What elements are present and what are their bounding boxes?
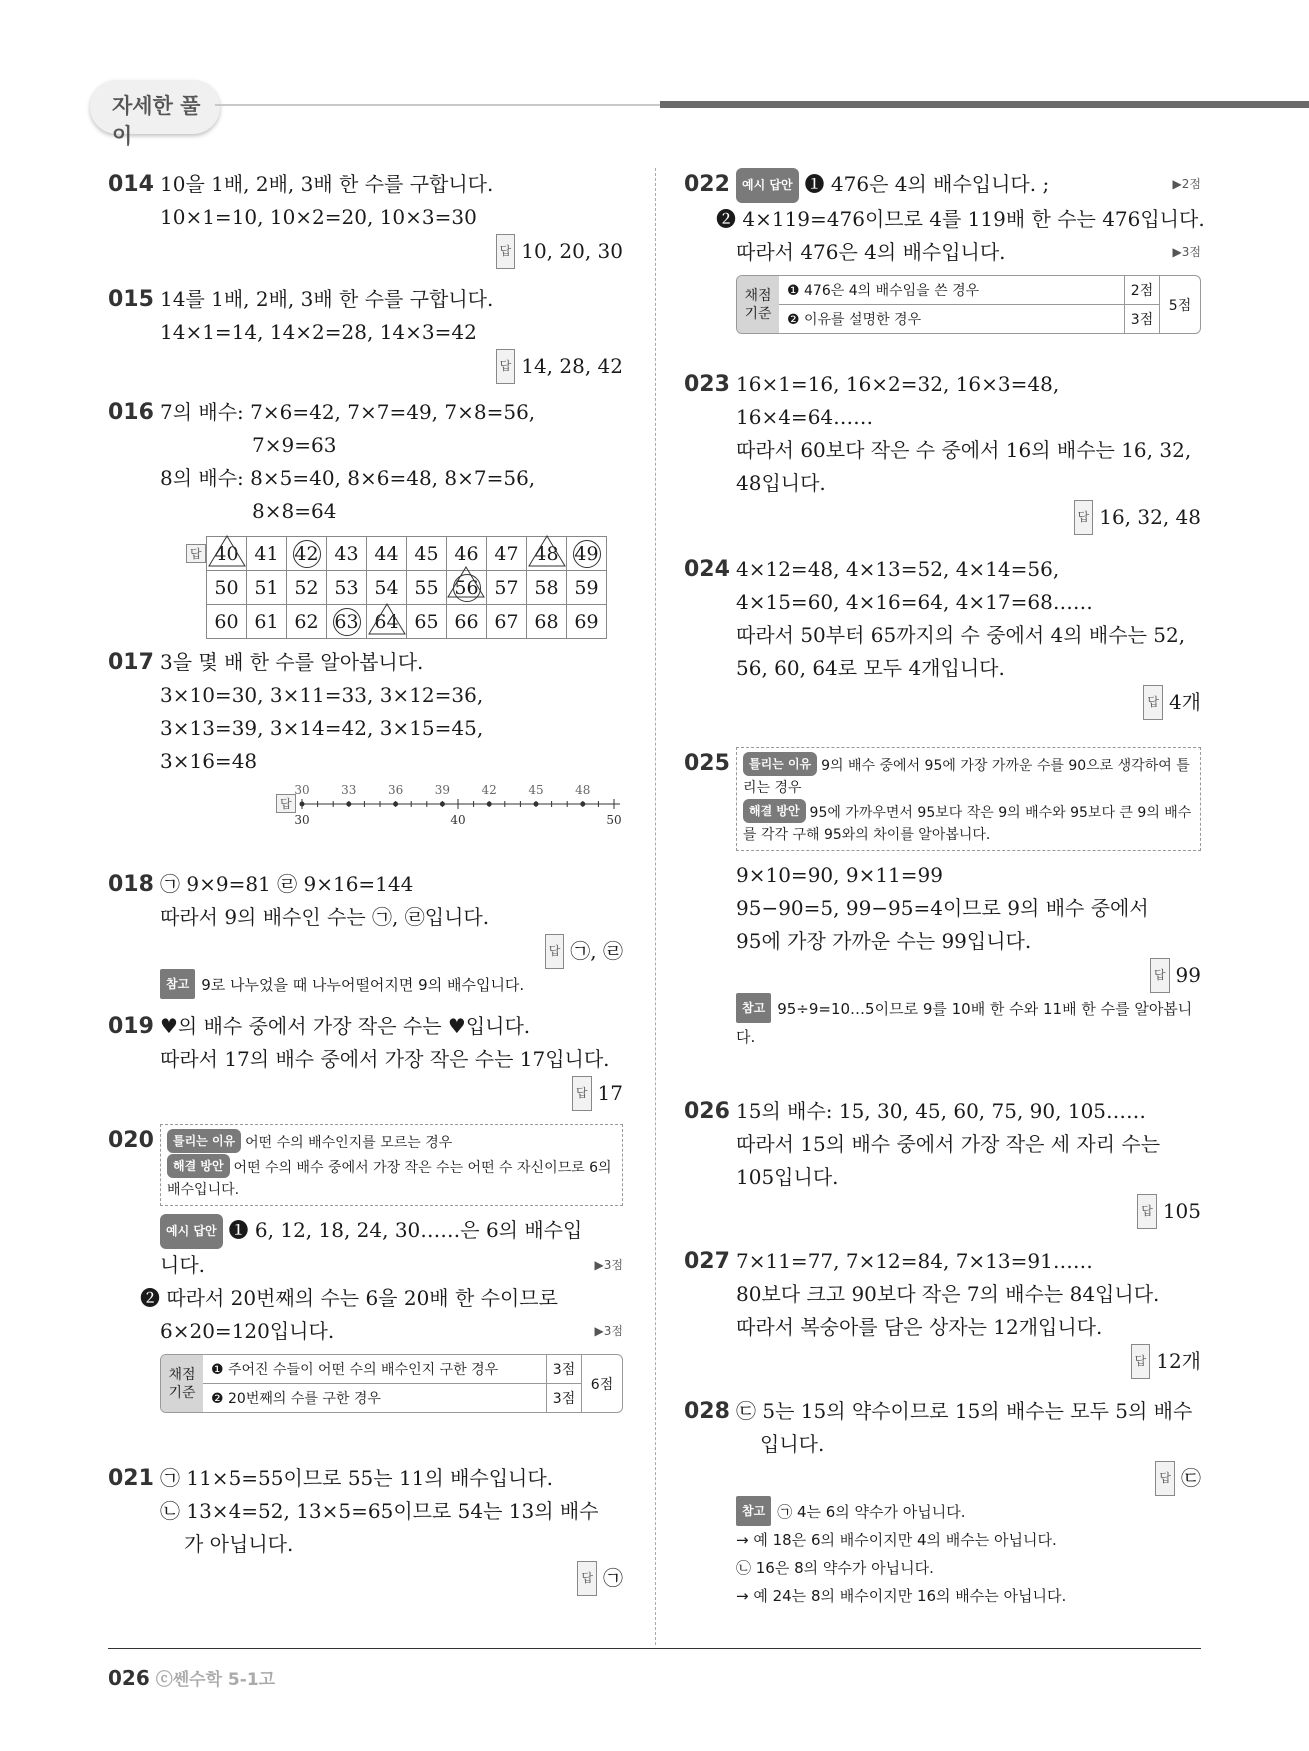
- cell: 65: [407, 605, 447, 639]
- mistake-box: [160, 1124, 623, 1206]
- top-label: 45: [528, 783, 544, 797]
- text-line: 9×10=90, 9×11=99: [736, 863, 943, 887]
- text-line: 7의 배수: 7×6=42, 7×7=49, 7×8=56,: [160, 400, 536, 424]
- problem-number: 015: [108, 287, 154, 312]
- multiple-point: [393, 802, 398, 807]
- text-line: 예시 답안 ❶ 476은 4의 배수입니다. ; ▶2점: [736, 168, 1201, 203]
- points: ▶3점: [594, 1258, 623, 1272]
- answer-value: 4개: [1168, 690, 1201, 714]
- answer-label: 답: [1150, 958, 1170, 993]
- problem-020: [108, 1124, 623, 1462]
- text-line: 따라서 9의 배수인 수는 ㉠, ㉣입니다.: [160, 905, 490, 929]
- problem-024: [684, 553, 1201, 743]
- criteria-row: ❶ 주어진 수들이 어떤 수의 배수인지 구한 경우 3점: [203, 1355, 581, 1384]
- top-label: 30: [294, 783, 310, 797]
- text-line: 16×4=64……: [736, 405, 874, 429]
- text-line: 7×9=63: [252, 433, 337, 457]
- text-line: 95에 가장 가까운 수는 99입니다.: [736, 929, 1032, 953]
- multiple-point: [440, 802, 445, 807]
- cell-circle: 42: [287, 537, 327, 571]
- text-line: 예시 답안 ❶ 6, 12, 18, 24, 30……은 6의 배수입: [160, 1214, 623, 1249]
- cell-triangle: 48: [527, 537, 567, 571]
- problem-number: 020: [108, 1128, 154, 1153]
- text-line: 80보다 크고 90보다 작은 7의 배수는 84입니다.: [736, 1282, 1160, 1306]
- text-line: 따라서 15의 배수 중에서 가장 작은 세 자리 수는: [736, 1132, 1161, 1156]
- wrong-reason-text: 어떤 수의 배수인지를 모르는 경우: [245, 1135, 453, 1151]
- answer-label: 답: [1137, 1194, 1157, 1229]
- left-column: [108, 168, 623, 1602]
- cell-circle: 63: [327, 605, 367, 639]
- answer-label: 답: [496, 349, 516, 384]
- text-line: 15의 배수: 15, 30, 45, 60, 75, 90, 105……: [736, 1099, 1147, 1123]
- multiples-grid-area: [160, 536, 623, 639]
- cell: 44: [367, 537, 407, 571]
- text-line: 105입니다.: [736, 1165, 839, 1189]
- wrong-reason-tag: 틀리는 이유: [167, 1129, 241, 1153]
- answer-label: 답: [572, 1076, 592, 1111]
- bottom-label: 30: [294, 813, 310, 827]
- text-line: 3×13=39, 3×14=42, 3×15=45,: [160, 716, 484, 740]
- example-answer-tag: 예시 답안: [160, 1214, 223, 1249]
- points: ▶3점: [1172, 245, 1201, 259]
- text-line: ㉠ 11×5=55이므로 55는 11의 배수입니다.: [160, 1466, 554, 1490]
- criteria-row: ❷ 20번째의 수를 구한 경우 3점: [203, 1384, 581, 1412]
- right-column: [684, 168, 1205, 1625]
- cell: 43: [327, 537, 367, 571]
- note-tag: 참고: [736, 1496, 771, 1526]
- text-line: 8×8=64: [252, 499, 337, 523]
- problem-025: [684, 747, 1201, 1095]
- cell: 58: [527, 571, 567, 605]
- text-line: 3×16=48: [160, 749, 258, 773]
- problem-015: [108, 283, 623, 390]
- cell: 53: [327, 571, 367, 605]
- bottom-label: 50: [606, 813, 622, 827]
- text-line: 8의 배수: 8×5=40, 8×6=48, 8×7=56,: [160, 466, 536, 490]
- answer-value: 17: [597, 1081, 623, 1105]
- total-points: 6점: [581, 1355, 622, 1412]
- top-label: 33: [341, 783, 357, 797]
- problem-number: 027: [684, 1249, 730, 1274]
- cell: 41: [247, 537, 287, 571]
- problem-number: 023: [684, 372, 730, 397]
- problem-number: 019: [108, 1014, 154, 1039]
- text-line: 3×10=30, 3×11=33, 3×12=36,: [160, 683, 484, 707]
- answer-value: 12개: [1156, 1349, 1201, 1373]
- answer-label: 답: [1155, 1461, 1175, 1496]
- mistake-box: [736, 747, 1201, 851]
- problem-018: [108, 868, 623, 1008]
- text-line: 95−90=5, 99−95=4이므로 9의 배수 중에서: [736, 896, 1149, 920]
- answer-value: 10, 20, 30: [521, 239, 623, 263]
- cell: 62: [287, 605, 327, 639]
- answer: [736, 1461, 1201, 1496]
- text-line: 따라서 60보다 작은 수 중에서 16의 배수는 16, 32,: [736, 438, 1192, 462]
- note: [736, 1496, 1201, 1526]
- cell: 52: [287, 571, 327, 605]
- text-line: 10을 1배, 2배, 3배 한 수를 구합니다.: [160, 172, 494, 196]
- footer-line: [108, 1648, 1201, 1649]
- text-line: 따라서 476은 4의 배수입니다. ▶3점: [736, 236, 1201, 269]
- problem-022: [684, 168, 1205, 368]
- cell: 51: [247, 571, 287, 605]
- cell: 68: [527, 605, 567, 639]
- problem-number: 017: [108, 650, 154, 675]
- scoring-criteria: [736, 275, 1201, 334]
- text-line: 입니다.: [760, 1432, 825, 1456]
- solution-tag: 해결 방안: [743, 799, 806, 823]
- solution-text: 95에 가까우면서 95보다 작은 9의 배수와 95보다 큰 9의 배수를 각각 구해 95와의 차이를 알아봅니다.: [743, 805, 1192, 843]
- multiple-point: [487, 802, 492, 807]
- note-text: ㉡ 16은 8의 약수가 아닙니다.: [736, 1559, 934, 1577]
- points: ▶2점: [1172, 177, 1201, 191]
- column-divider: [655, 168, 656, 1645]
- answer: [160, 234, 623, 269]
- number-line: [294, 782, 624, 830]
- number-line-area: [160, 782, 623, 830]
- criteria-row: ❶ 476은 4의 배수임을 쓴 경우 2점: [779, 276, 1159, 305]
- cell: 60: [207, 605, 247, 639]
- cell: 46: [447, 537, 487, 571]
- text-line: 56, 60, 64로 모두 4개입니다.: [736, 656, 1005, 680]
- multiple-point: [534, 802, 539, 807]
- note: [736, 993, 1201, 1051]
- note-text: 9로 나누었을 때 나누어떨어지면 9의 배수입니다.: [201, 976, 525, 994]
- answer-label: 답: [577, 1561, 597, 1596]
- text-line: ♥의 배수 중에서 가장 작은 수는 ♥입니다.: [160, 1014, 531, 1038]
- text-line: ❷ 따라서 20번째의 수는 6을 20배 한 수이므로: [140, 1286, 558, 1310]
- cell: 57: [487, 571, 527, 605]
- answer: [160, 934, 623, 969]
- cell: 55: [407, 571, 447, 605]
- text-line: 3을 몇 배 한 수를 알아봅니다.: [160, 650, 424, 674]
- answer-label: 답: [1131, 1344, 1151, 1379]
- cell-triangle: 64: [367, 605, 407, 639]
- note-text: → 예 18은 6의 배수이지만 4의 배수는 아닙니다.: [736, 1531, 1057, 1549]
- problem-027: [684, 1245, 1201, 1395]
- answer-value: ㉠, ㉣: [570, 939, 623, 963]
- answer-label: 답: [276, 794, 296, 813]
- problem-number: 014: [108, 172, 154, 197]
- cell: 54: [367, 571, 407, 605]
- cell-circle: 49: [567, 537, 607, 571]
- book-brand: ⓒ쎈수학 5-1고: [155, 1670, 276, 1690]
- text-line: 따라서 17의 배수 중에서 가장 작은 수는 17입니다.: [160, 1047, 610, 1071]
- text-line: 10×1=10, 10×2=20, 10×3=30: [160, 205, 477, 229]
- cell: 66: [447, 605, 487, 639]
- text-line: 니다. ▶3점: [160, 1249, 623, 1282]
- text-line: 따라서 50부터 65까지의 수 중에서 4의 배수는 52,: [736, 623, 1186, 647]
- text-line: 14×1=14, 14×2=28, 14×3=42: [160, 320, 477, 344]
- triangle-mark: [527, 534, 567, 568]
- cell: 67: [487, 605, 527, 639]
- answer: [736, 958, 1201, 993]
- text-line: 가 아닙니다.: [184, 1532, 294, 1556]
- multiple-point: [346, 802, 351, 807]
- cell: 61: [247, 605, 287, 639]
- note-text: ㉠ 4는 6의 약수가 아닙니다.: [777, 1503, 966, 1521]
- text-line: 4×12=48, 4×13=52, 4×14=56,: [736, 557, 1060, 581]
- cell: 50: [207, 571, 247, 605]
- answer-value: ㉢: [1181, 1466, 1201, 1490]
- multiple-point: [580, 802, 585, 807]
- text-line: ㉢ 5는 15의 약수이므로 15의 배수는 모두 5의 배수: [736, 1399, 1193, 1423]
- problem-number: 025: [684, 751, 730, 776]
- problem-016: [108, 396, 623, 632]
- cell: 45: [407, 537, 447, 571]
- text-line: 7×11=77, 7×12=84, 7×13=91……: [736, 1249, 1093, 1273]
- problem-023: [684, 368, 1201, 553]
- multiples-grid: [206, 536, 607, 639]
- problem-019: [108, 1010, 623, 1120]
- answer: [736, 500, 1201, 535]
- top-label: 36: [387, 783, 404, 797]
- wrong-reason-tag: 틀리는 이유: [743, 752, 817, 776]
- top-label: 42: [481, 783, 497, 797]
- header-line-right: [660, 101, 1309, 108]
- triangle-mark: [446, 565, 486, 599]
- answer: [736, 685, 1201, 720]
- example-answer-tag: 예시 답안: [736, 168, 799, 203]
- text-line: 16×1=16, 16×2=32, 16×3=48,: [736, 372, 1060, 396]
- problem-number: 022: [684, 172, 730, 197]
- answer-value: ㉠: [603, 1566, 623, 1590]
- answer: [736, 1344, 1201, 1379]
- bottom-label: 40: [450, 813, 466, 827]
- problem-number: 024: [684, 557, 730, 582]
- note: [160, 969, 623, 999]
- cell: 59: [567, 571, 607, 605]
- criteria-row: ❷ 이유를 설명한 경우 3점: [779, 305, 1159, 333]
- header-line-left: [215, 104, 660, 106]
- solution-text: 어떤 수의 배수 중에서 가장 작은 수는 어떤 수 자신이므로 6의 배수입니다.: [167, 1160, 612, 1198]
- text-line: 14를 1배, 2배, 3배 한 수를 구합니다.: [160, 287, 494, 311]
- note-text: → 예 24는 8의 배수이지만 16의 배수는 아닙니다.: [736, 1587, 1067, 1605]
- answer: [736, 1194, 1201, 1229]
- answer-label: 답: [186, 544, 206, 563]
- text-line: 6×20=120입니다. ▶3점: [160, 1315, 623, 1348]
- answer-value: 14, 28, 42: [521, 354, 623, 378]
- note-tag: 참고: [736, 993, 771, 1023]
- top-label: 39: [434, 783, 451, 797]
- multiple-point: [300, 802, 305, 807]
- solution-tag: 해결 방안: [167, 1154, 230, 1178]
- scoring-head: 채점 기준: [737, 276, 779, 333]
- cell: 69: [567, 605, 607, 639]
- problem-number: 018: [108, 872, 154, 897]
- answer: [160, 1561, 623, 1596]
- answer: [160, 1076, 623, 1111]
- problem-026: [684, 1095, 1201, 1245]
- total-points: 5점: [1159, 276, 1200, 333]
- triangle-mark: [207, 534, 247, 568]
- section-header-badge: [90, 80, 220, 148]
- problem-021: [108, 1462, 623, 1602]
- cell-triangle: 40: [207, 537, 247, 571]
- note-tag: 참고: [160, 969, 195, 999]
- problem-number: 021: [108, 1466, 154, 1491]
- text-line: 따라서 복숭아를 담은 상자는 12개입니다.: [736, 1315, 1103, 1339]
- top-label: 48: [575, 783, 591, 797]
- triangle-mark: [367, 602, 407, 636]
- problem-028: [684, 1395, 1201, 1625]
- problem-number: 016: [108, 400, 154, 425]
- answer-label: 답: [545, 934, 565, 969]
- answer-value: 99: [1175, 963, 1201, 987]
- answer-value: 105: [1162, 1199, 1201, 1223]
- answer-label: 답: [496, 234, 516, 269]
- answer-label: 답: [1074, 500, 1094, 535]
- section-title: 자세한 풀이: [112, 94, 201, 148]
- wrong-reason-text: 9의 배수 중에서 95에 가장 가까운 수를 90으로 생각하여 틀리는 경우: [743, 758, 1190, 796]
- problem-number: 028: [684, 1399, 730, 1424]
- text-line: 4×15=60, 4×16=64, 4×17=68……: [736, 590, 1093, 614]
- text-line: ❷ 4×119=476이므로 4를 119배 한 수는 476입니다.: [716, 207, 1205, 231]
- text-line: ㉡ 13×4=52, 13×5=65이므로 54는 13의 배수: [160, 1499, 599, 1523]
- scoring-head: 채점 기준: [161, 1355, 203, 1412]
- answer-value: 16, 32, 48: [1099, 505, 1201, 529]
- answer: [160, 349, 623, 384]
- points: ▶3점: [594, 1324, 623, 1338]
- answer-label: 답: [1143, 685, 1163, 720]
- note-text: 95÷9=10…5이므로 9를 10배 한 수와 11배 한 수를 알아봅니다.: [736, 1000, 1193, 1046]
- cell: 47: [487, 537, 527, 571]
- problem-017: [108, 646, 623, 858]
- problem-014: [108, 168, 623, 275]
- text-line: 48입니다.: [736, 471, 826, 495]
- text-line: ㉠ 9×9=81 ㉣ 9×16=144: [160, 872, 414, 896]
- cell-circle-triangle: 56: [447, 571, 487, 605]
- scoring-criteria: [160, 1354, 623, 1413]
- problem-number: 026: [684, 1099, 730, 1124]
- page-footer: [108, 1665, 275, 1690]
- page-number: 026: [108, 1666, 150, 1690]
